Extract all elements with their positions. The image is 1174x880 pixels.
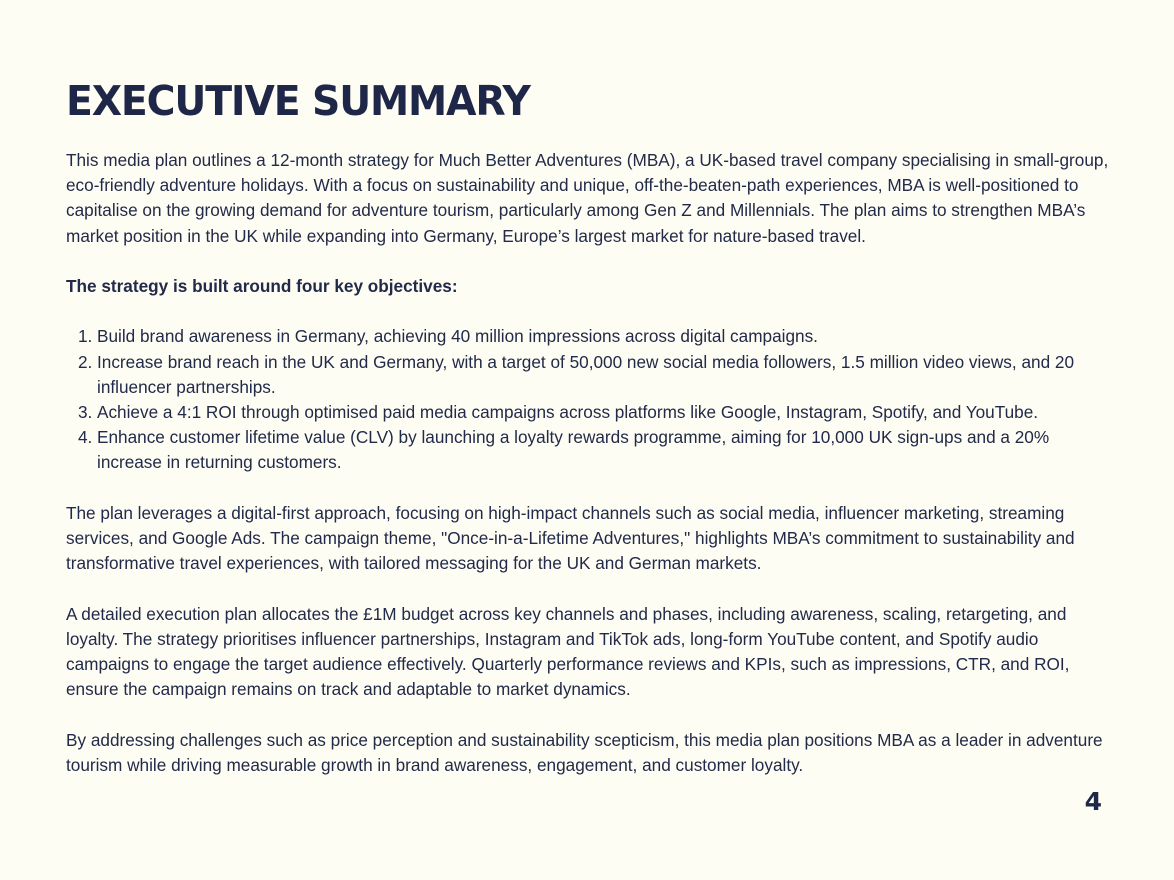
list-item-number: 1. [78,326,93,347]
list-item-text: Achieve a 4:1 ROI through optimised paid media campaigns across platforms like Google, Instagram, Spotify, and YouTube. [97,402,1039,422]
list-item-text: Enhance customer lifetime value (CLV) by launching a loyalty rewards programme, aiming for 10,000 UK sign-ups and a 20% increase in returning customers. [97,427,1050,473]
objectives-heading: The strategy is built around four key objectives: [66,276,458,296]
list-item-number: 2. [78,351,93,372]
approach-paragraph: The plan leverages a digital-first approach, focusing on high-impact channels such as social media, influencer marketing, streaming services, and Google Ads. The campaign theme, "Once-in-a-Lifetime Adventures," highlights MBA’s commitment to sustainability and transformative travel experiences, with tailored messaging for the UK and German markets. [66,502,1075,574]
page-number: 4 [1084,787,1102,816]
page-title: EXECUTIVE SUMMARY [66,77,530,125]
list-item-number: 3. [78,402,93,422]
conclusion-paragraph: By addressing challenges such as price perception and sustainability scepticism, this media plan positions MBA as a leader in adventure tourism while driving measurable growth in brand awareness, engagement, and customer loyalty. [66,729,1103,775]
intro-paragraph: This media plan outlines a 12-month strategy for Much Better Adventures (MBA), a UK-based travel company specialising in small-group, eco-friendly adventure holidays. With a focus on sustainability and unique, off-the-beaten-path experiences, MBA is well-positioned to capitalise on the growing demand for adventure tourism, particularly among Gen Z and Millennials. The plan aims to strengthen MBA’s market position in the UK while expanding into Germany, Europe’s largest market for nature-based travel. [66,150,1109,246]
list-item [66,350,1110,400]
list-item-number: 4. [78,427,93,448]
document-page [66,78,1110,778]
objectives-list [66,324,1110,475]
list-item [66,425,1110,475]
execution-paragraph: A detailed execution plan allocates the £1M budget across key channels and phases, including awareness, scaling, retargeting, and loyalty. The strategy prioritises influencer partnerships, Instagram and TikTok ads, long-form YouTube content, and Spotify audio campaigns to engage the target audience effectively. Quarterly performance reviews and KPIs, such as impressions, CTR, and ROI, ensure the campaign remains on track and adaptable to market dynamics. [66,603,1070,700]
list-item-text: Build brand awareness in Germany, achieving 40 million impressions across digital campaigns. [97,326,818,347]
list-item-text: Increase brand reach in the UK and Germany, with a target of 50,000 new social media followers, 1.5 million video views, and 20 influencer partnerships. [97,351,1075,397]
list-item [66,400,1110,425]
summary-content [66,148,1110,778]
list-item [66,324,1110,349]
